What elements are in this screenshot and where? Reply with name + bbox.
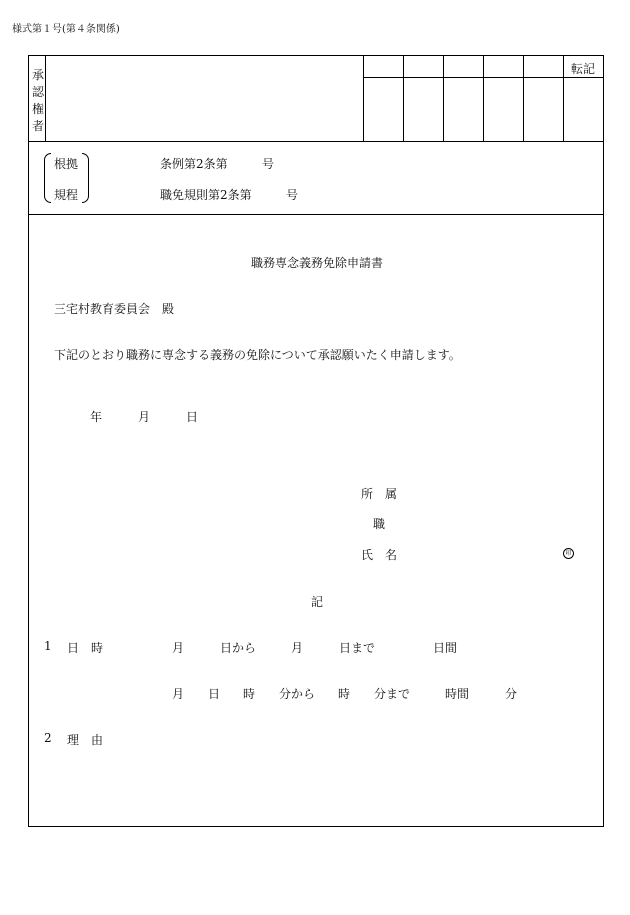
stamp-col-divider	[483, 55, 484, 141]
item1-row1-days: 日間	[433, 641, 458, 655]
basis-label-1: 根拠	[54, 157, 79, 171]
basis-line1-prefix: 条例第2条第	[160, 157, 228, 171]
item2-number: 2	[44, 731, 52, 745]
approver-label-char: 承	[32, 68, 45, 82]
addressee: 三宅村教育委員会 殿	[54, 302, 175, 316]
item1-label: 日 時	[67, 641, 104, 655]
item1-row2-minute-from: 分から	[279, 687, 316, 701]
item2-label: 理 由	[67, 733, 104, 747]
affiliation-label: 所 属	[361, 487, 398, 501]
approver-label-char: 権	[32, 102, 45, 116]
intro-text: 下記のとおり職務に専念する義務の免除について承認願いたく申請します。	[54, 348, 461, 362]
transfer-label: 転記	[571, 62, 596, 76]
item1-row2-day: 日	[208, 687, 221, 701]
item1-row2-minute-until: 分まで	[374, 687, 411, 701]
approver-bottom-border	[28, 141, 604, 142]
basis-line2-prefix: 職免規則第2条第	[160, 188, 252, 202]
date-month-label: 月	[138, 410, 151, 424]
item1-row2-hour-2: 時	[338, 687, 351, 701]
item1-row2-hour: 時	[243, 687, 256, 701]
item1-row1-day-from: 日から	[220, 641, 257, 655]
document-title: 職務専念義務免除申請書	[251, 256, 384, 270]
stamp-col-divider	[563, 55, 564, 141]
basis-bottom-border	[28, 214, 604, 215]
form-number: 様式第１号(第４条関係)	[12, 24, 120, 35]
item1-row1-month-2: 月	[291, 641, 304, 655]
right-bracket	[82, 153, 89, 203]
left-bracket	[44, 153, 51, 203]
item1-number: 1	[44, 639, 52, 653]
date-day-label: 日	[186, 410, 199, 424]
form-frame	[28, 55, 604, 827]
approver-label-char: 認	[32, 85, 45, 99]
stamp-row-divider	[363, 77, 604, 78]
name-label: 氏 名	[361, 548, 398, 562]
item1-row1-month: 月	[172, 641, 185, 655]
basis-line1-suffix: 号	[262, 157, 275, 171]
stamp-col-divider	[363, 55, 364, 141]
seal-mark: 印	[563, 548, 574, 559]
stamp-col-divider	[443, 55, 444, 141]
item1-row1-day-until: 日まで	[339, 641, 376, 655]
item1-row2-hours: 時間	[445, 687, 470, 701]
stamp-col-divider	[523, 55, 524, 141]
item1-row2-month: 月	[172, 687, 185, 701]
stamp-col-divider	[403, 55, 404, 141]
item1-row2-minutes: 分	[505, 687, 518, 701]
date-year-label: 年	[90, 410, 103, 424]
basis-line2-suffix: 号	[286, 188, 299, 202]
ki-label: 記	[311, 595, 324, 609]
position-label: 職	[373, 517, 386, 531]
basis-label-2: 規程	[54, 188, 79, 202]
approver-label-char: 者	[32, 119, 45, 133]
approver-label-divider	[45, 55, 46, 141]
